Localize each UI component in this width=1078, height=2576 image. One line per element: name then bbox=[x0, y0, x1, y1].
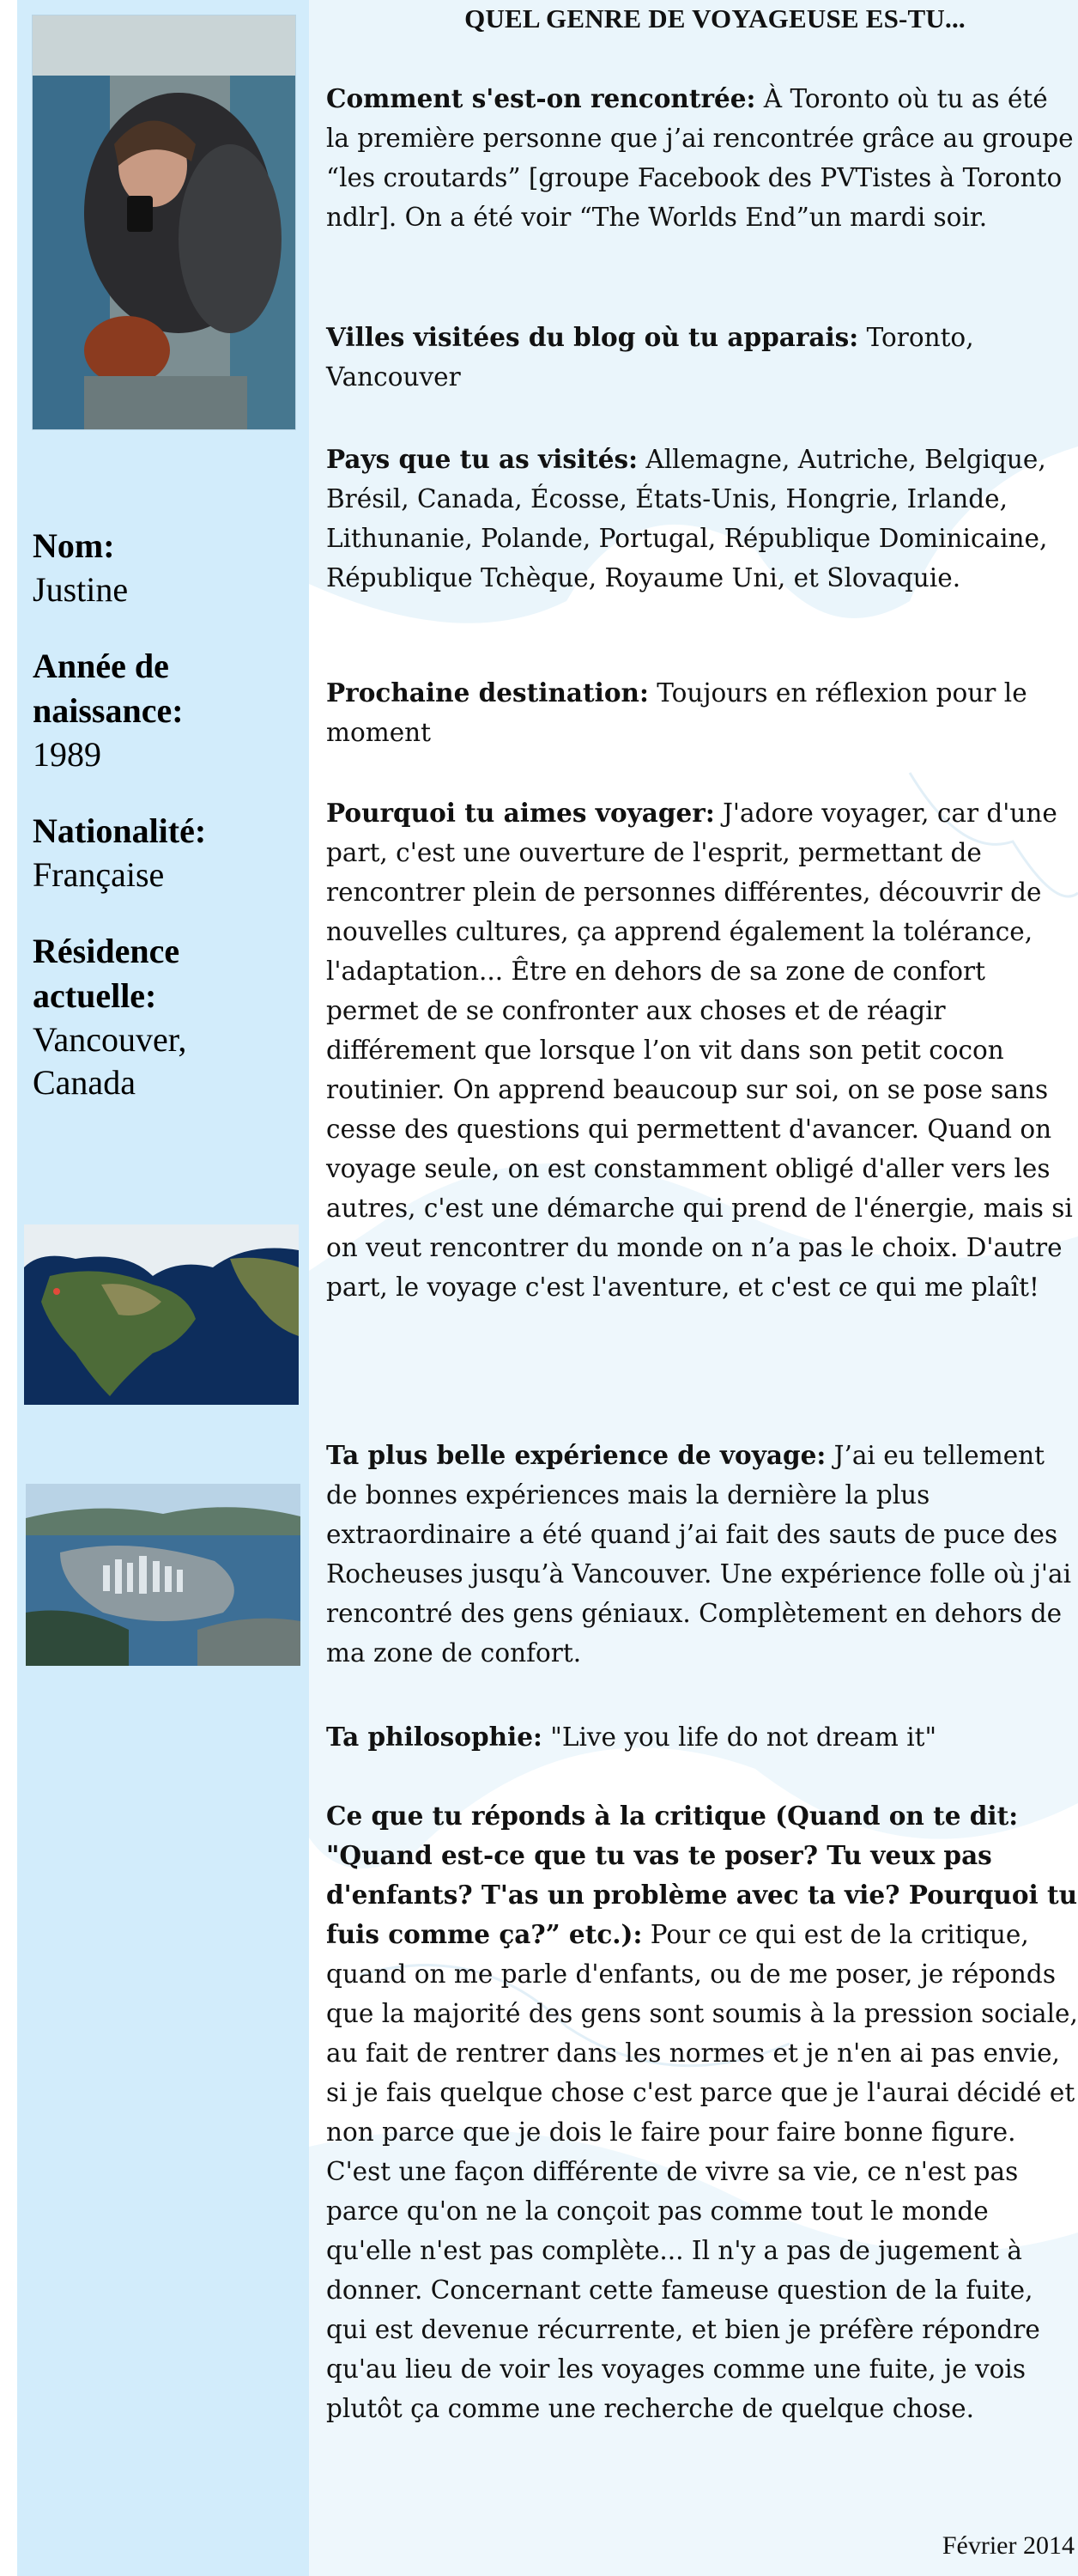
question-villes: Villes visitées du blog où tu apparais: bbox=[326, 322, 859, 352]
residence-value: Vancouver, Canada bbox=[33, 1020, 187, 1102]
nationality-label: Nationalité: bbox=[33, 811, 207, 850]
qa-experience bbox=[326, 1436, 1078, 1673]
profile-info bbox=[33, 524, 307, 1137]
birth-value: 1989 bbox=[33, 735, 101, 774]
question-destination: Prochaine destination: bbox=[326, 677, 649, 708]
vancouver-city-image bbox=[26, 1484, 300, 1666]
qa-pourquoi bbox=[326, 793, 1078, 1307]
main-content bbox=[326, 0, 1078, 2560]
world-map-image bbox=[24, 1224, 299, 1405]
name-label: Nom: bbox=[33, 526, 115, 565]
residence-label: Résidence actuelle: bbox=[33, 932, 180, 1015]
answer-critique: Pour ce qui est de la critique, quand on me parle d'enfants, ou de me poser, je réponds que la majorité des gens sont soumis à la pression sociale, au fait de rentrer dans les normes et je n'en ai pas envie, si je fais quelque chose c'est parce que je l'aurai décidé et non parce que je dois le faire pour faire bonne figure. C'est une façon différente de vivre sa vie, ce n'est pas parce qu'on ne la conçoit pas comme tout le monde qu'elle n'est pas complète... Il n'y a pas de jugement à donner. Concernant cette fameuse question de la fuite, qui est devenue récurrente, et bien je préfère répondre qu'au lieu de voir les voyages comme une fuite, je vois plutôt ça comme une recherche de quelque chose. bbox=[326, 1920, 1078, 2423]
qa-villes bbox=[326, 318, 1078, 397]
question-critique: Ce que tu réponds à la critique (Quand on te dit: "Quand est-ce que tu vas te poser? Tu veux pas d'enfants? T'as un problème avec ta vie? Pourquoi tu fuis comme ça?” etc.): bbox=[326, 1801, 1078, 1949]
publication-date: Février 2014 bbox=[942, 2531, 1075, 2560]
question-experience: Ta plus belle expérience de voyage: bbox=[326, 1440, 827, 1470]
qa-critique bbox=[326, 1796, 1078, 2428]
qa-rencontre bbox=[326, 79, 1078, 237]
qa-destination bbox=[326, 673, 1078, 752]
answer-pourquoi: J'adore voyager, car d'une part, c'est une ouverture de l'esprit, permettant de rencontrer plein de personnes différentes, découvrir de nouvelles cultures, ça apprend également la tolérance, l'adaptation... Être en dehors de sa zone de confort permet de se confronter aux choses et de réagir différement que lorsque l’on vit dans son petit cocon routinier. On apprend beaucoup sur soi, on se pose sans cesse des questions qui permettent d'avancer. Quand on voyage seule, on est constamment obligé d'aller vers les autres, c'est une démarche qui prend de l'énergie, mais si on veut rencontrer du monde on n’a pas le choix. D'autre part, le voyage c'est l'aventure, et c'est ce qui me plaît! bbox=[326, 799, 1073, 1302]
answer-destination: Toujours en réflexion pour le moment bbox=[326, 678, 1027, 747]
answer-villes: Toronto, Vancouver bbox=[326, 323, 974, 392]
page-title: QUEL GENRE DE VOYAGEUSE ES-TU... bbox=[464, 3, 966, 33]
answer-rencontre: À Toronto où tu as été la première personne que j’ai rencontrée grâce au groupe “les croutards” [groupe Facebook des PVTistes à Toronto ndlr]. On a été voir “The Worlds End”un mardi soir. bbox=[326, 84, 1074, 232]
answer-experience: J’ai eu tellement de bonnes expériences mais la dernière la plus extraordinaire a été quand j’ai fait des sauts de puce des Rocheuses jusqu’à Vancouver. Une expérience folle où j'ai rencontré des gens géniaux. Complètement en dehors de ma zone de confort. bbox=[326, 1441, 1072, 1668]
question-pays: Pays que tu as visités: bbox=[326, 444, 639, 474]
nationality-value: Française bbox=[33, 855, 165, 894]
birth-label: Année de naissance: bbox=[33, 647, 184, 730]
qa-pays bbox=[326, 440, 1078, 598]
qa-philosophie bbox=[326, 1717, 1078, 1757]
answer-pays: Allemagne, Autriche, Belgique, Brésil, Canada, Écosse, États-Unis, Hongrie, Irlande, Lithunanie, Polande, Portugal, République Dominicaine, République Tchèque, Royaume Uni, et Slovaquie. bbox=[326, 445, 1048, 592]
question-rencontre: Comment s'est-on rencontrée: bbox=[326, 83, 756, 113]
profile-photo bbox=[33, 15, 295, 429]
sidebar bbox=[17, 0, 309, 2576]
name-value: Justine bbox=[33, 570, 129, 609]
answer-philosophie: "Live you life do not dream it" bbox=[542, 1722, 937, 1752]
question-pourquoi: Pourquoi tu aimes voyager: bbox=[326, 798, 715, 828]
question-philosophie: Ta philosophie: bbox=[326, 1722, 542, 1752]
